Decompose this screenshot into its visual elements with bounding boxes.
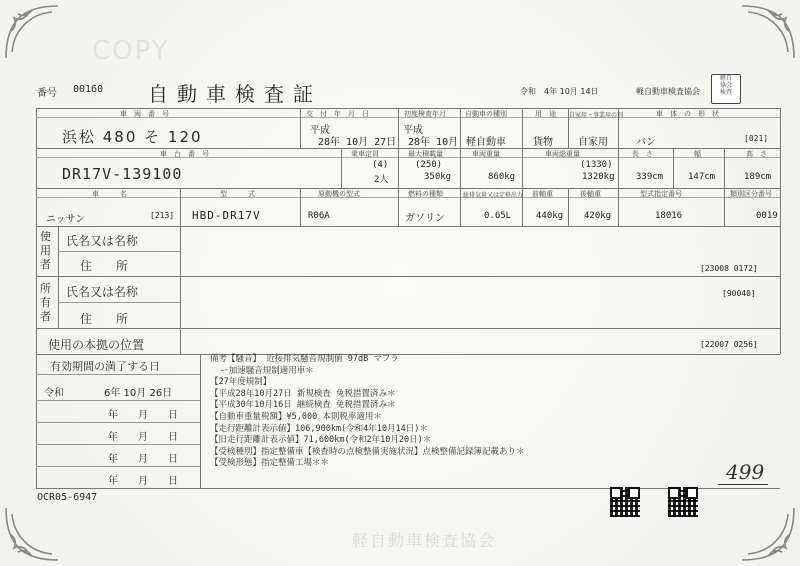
front-axle-header: 前軸重 bbox=[532, 190, 553, 198]
vehicle-weight: 860kg bbox=[488, 172, 516, 182]
remark-line: 備考【騒音】 近接排気騒音規制値 97dB マフラ bbox=[210, 354, 399, 364]
issue-date: 令和 4年 10月 14日 bbox=[520, 87, 599, 96]
fuel-header: 燃料の種類 bbox=[408, 190, 443, 198]
height: 189cm bbox=[744, 172, 772, 182]
chassis-header: 車 台 番 号 bbox=[160, 150, 209, 158]
owner-section-label: 所有者 bbox=[40, 282, 51, 323]
gross-weight: 1320kg bbox=[582, 172, 615, 182]
first-reg-value: 28年 10月 bbox=[408, 137, 459, 148]
width-header: 幅 bbox=[694, 150, 701, 158]
ornate-corner-icon bbox=[2, 2, 62, 62]
remark-line: ー加速騒音規制適用車＊ bbox=[210, 365, 314, 376]
private-business: 自家用 bbox=[578, 137, 608, 148]
remark-line: 【走行距離計表示値】106,900km(令和4年10月14日)＊ bbox=[210, 423, 428, 434]
blank-date-row: 年 月 日 bbox=[108, 454, 178, 465]
handwritten-number: 499 bbox=[726, 460, 765, 484]
ornate-corner-icon bbox=[738, 2, 798, 62]
owner-name-label: 氏名又は名称 bbox=[66, 285, 139, 299]
reg-number-header: 車 両 番 号 bbox=[120, 110, 169, 118]
copy-watermark: COPY bbox=[92, 36, 170, 66]
remark-line: 【平成30年10月16日 継続検査 免税措置済み＊ bbox=[210, 400, 396, 411]
body-code: [021] bbox=[744, 134, 769, 143]
width: 147cm bbox=[688, 172, 716, 182]
max-load-header: 最大積載量 bbox=[408, 150, 443, 158]
validity-era: 令和 bbox=[44, 388, 64, 399]
serial-label: 番号 bbox=[37, 88, 57, 99]
document-title: 自動車検査証 bbox=[148, 82, 322, 106]
base-location-code: [22007 0256] bbox=[700, 340, 758, 349]
capacity-header: 乗車定員 bbox=[351, 150, 379, 158]
category-number: 0019 bbox=[756, 211, 778, 221]
qr-code-icon bbox=[668, 487, 698, 517]
registration-number: 浜松 480 そ 120 bbox=[62, 128, 203, 146]
type-approval-header: 型式指定番号 bbox=[640, 190, 682, 198]
rear-axle-weight: 420kg bbox=[584, 211, 612, 221]
issue-era: 平成 bbox=[310, 125, 330, 136]
ocr-code: OCR05-6947 bbox=[37, 492, 98, 503]
maker: ニッサン bbox=[46, 214, 86, 225]
blank-date-row: 年 月 日 bbox=[108, 476, 178, 487]
rear-axle-header: 後軸重 bbox=[580, 190, 601, 198]
fuel-type: ガソリン bbox=[405, 213, 445, 224]
blank-date-row: 年 月 日 bbox=[108, 410, 178, 421]
base-location-label: 使用の本拠の位置 bbox=[48, 338, 145, 352]
length: 339cm bbox=[636, 172, 664, 182]
gross-weight-paren: (1330) bbox=[580, 160, 613, 170]
issuer: 軽自動車検査協会 bbox=[636, 87, 700, 96]
first-reg-era: 平成 bbox=[403, 125, 423, 136]
front-axle-weight: 440kg bbox=[536, 211, 564, 221]
weight-header: 車両重量 bbox=[472, 150, 500, 158]
serial-number: 00160 bbox=[73, 84, 104, 95]
remark-line: 【27年度規制】 bbox=[210, 377, 272, 388]
chassis-number: DR17V-139100 bbox=[62, 165, 183, 183]
max-load-paren: (250) bbox=[415, 160, 443, 170]
vehicle-kind: 軽自動車 bbox=[466, 137, 506, 148]
remark-line: 【自動車重量税額】¥5,000 本則税率適用＊ bbox=[210, 411, 382, 422]
owner-code: [90040] bbox=[722, 289, 756, 298]
capacity: 2人 bbox=[374, 175, 389, 185]
issue-date-value: 28年 10月 27日 bbox=[318, 137, 397, 148]
remarks-block bbox=[210, 354, 525, 470]
body-shape-header: 車 体 の 形 状 bbox=[656, 110, 719, 118]
model: HBD-DR17V bbox=[192, 209, 261, 222]
user-address-label: 住 所 bbox=[80, 259, 129, 273]
remark-line: 【受検形態】指定整備工場＊＊ bbox=[210, 458, 330, 469]
issue-date-header: 交 付 年 月 日 bbox=[306, 110, 369, 118]
owner-address-label: 住 所 bbox=[80, 312, 129, 326]
blank-date-row: 年 月 日 bbox=[108, 432, 178, 443]
ornate-corner-icon bbox=[2, 504, 62, 564]
engine-model: R06A bbox=[308, 211, 330, 221]
category-number-header: 類別区分番号 bbox=[730, 190, 772, 198]
height-header: 高 さ bbox=[746, 150, 767, 158]
vehicle-kind-header: 自動車の種別 bbox=[465, 110, 507, 118]
footer-stamp: 軽自動車検査協会 bbox=[352, 531, 497, 550]
purpose: 貨物 bbox=[533, 137, 553, 148]
displacement: 0.65L bbox=[484, 211, 512, 221]
max-load: 350kg bbox=[424, 172, 452, 182]
private-business-header: 自家用・事業用の別 bbox=[569, 112, 624, 119]
maker-code: [213] bbox=[150, 211, 175, 220]
body-shape: バン bbox=[636, 137, 656, 148]
capacity-paren: (4) bbox=[372, 160, 389, 170]
official-seal: 軽自 協会 検査 bbox=[711, 74, 741, 104]
first-reg-header: 初度検査年月 bbox=[404, 110, 446, 118]
remark-line: 【平成28年10月27日 新規検査 免税措置済み＊ bbox=[210, 388, 396, 399]
remark-line: 【旧走行距離計表示値】71,600km(令和2年10月20日)＊ bbox=[210, 435, 432, 446]
maker-header: 車 名 bbox=[92, 190, 127, 198]
remark-line: 【受検種別】指定整備車【検査時の点検整備実施状況】点検整備記録簿記載あり＊ bbox=[210, 446, 525, 457]
user-section-label: 使用者 bbox=[40, 230, 51, 271]
displacement-header: 総排気量又は定格出力 bbox=[463, 192, 524, 199]
model-header: 型 式 bbox=[220, 190, 255, 198]
user-code: [23008 0172] bbox=[700, 264, 758, 273]
user-name-label: 氏名又は名称 bbox=[66, 234, 139, 248]
purpose-header: 用 途 bbox=[535, 110, 556, 118]
engine-header: 原動機の型式 bbox=[318, 190, 360, 198]
gross-weight-header: 車両総重量 bbox=[545, 150, 580, 158]
type-approval-number: 18016 bbox=[655, 211, 683, 221]
qr-code-icon bbox=[610, 487, 640, 517]
ornate-corner-icon bbox=[738, 504, 798, 564]
validity-date: 6年 10月 26日 bbox=[104, 388, 173, 399]
length-header: 長 さ bbox=[632, 150, 653, 158]
validity-label: 有効期間の満了する日 bbox=[50, 360, 160, 373]
